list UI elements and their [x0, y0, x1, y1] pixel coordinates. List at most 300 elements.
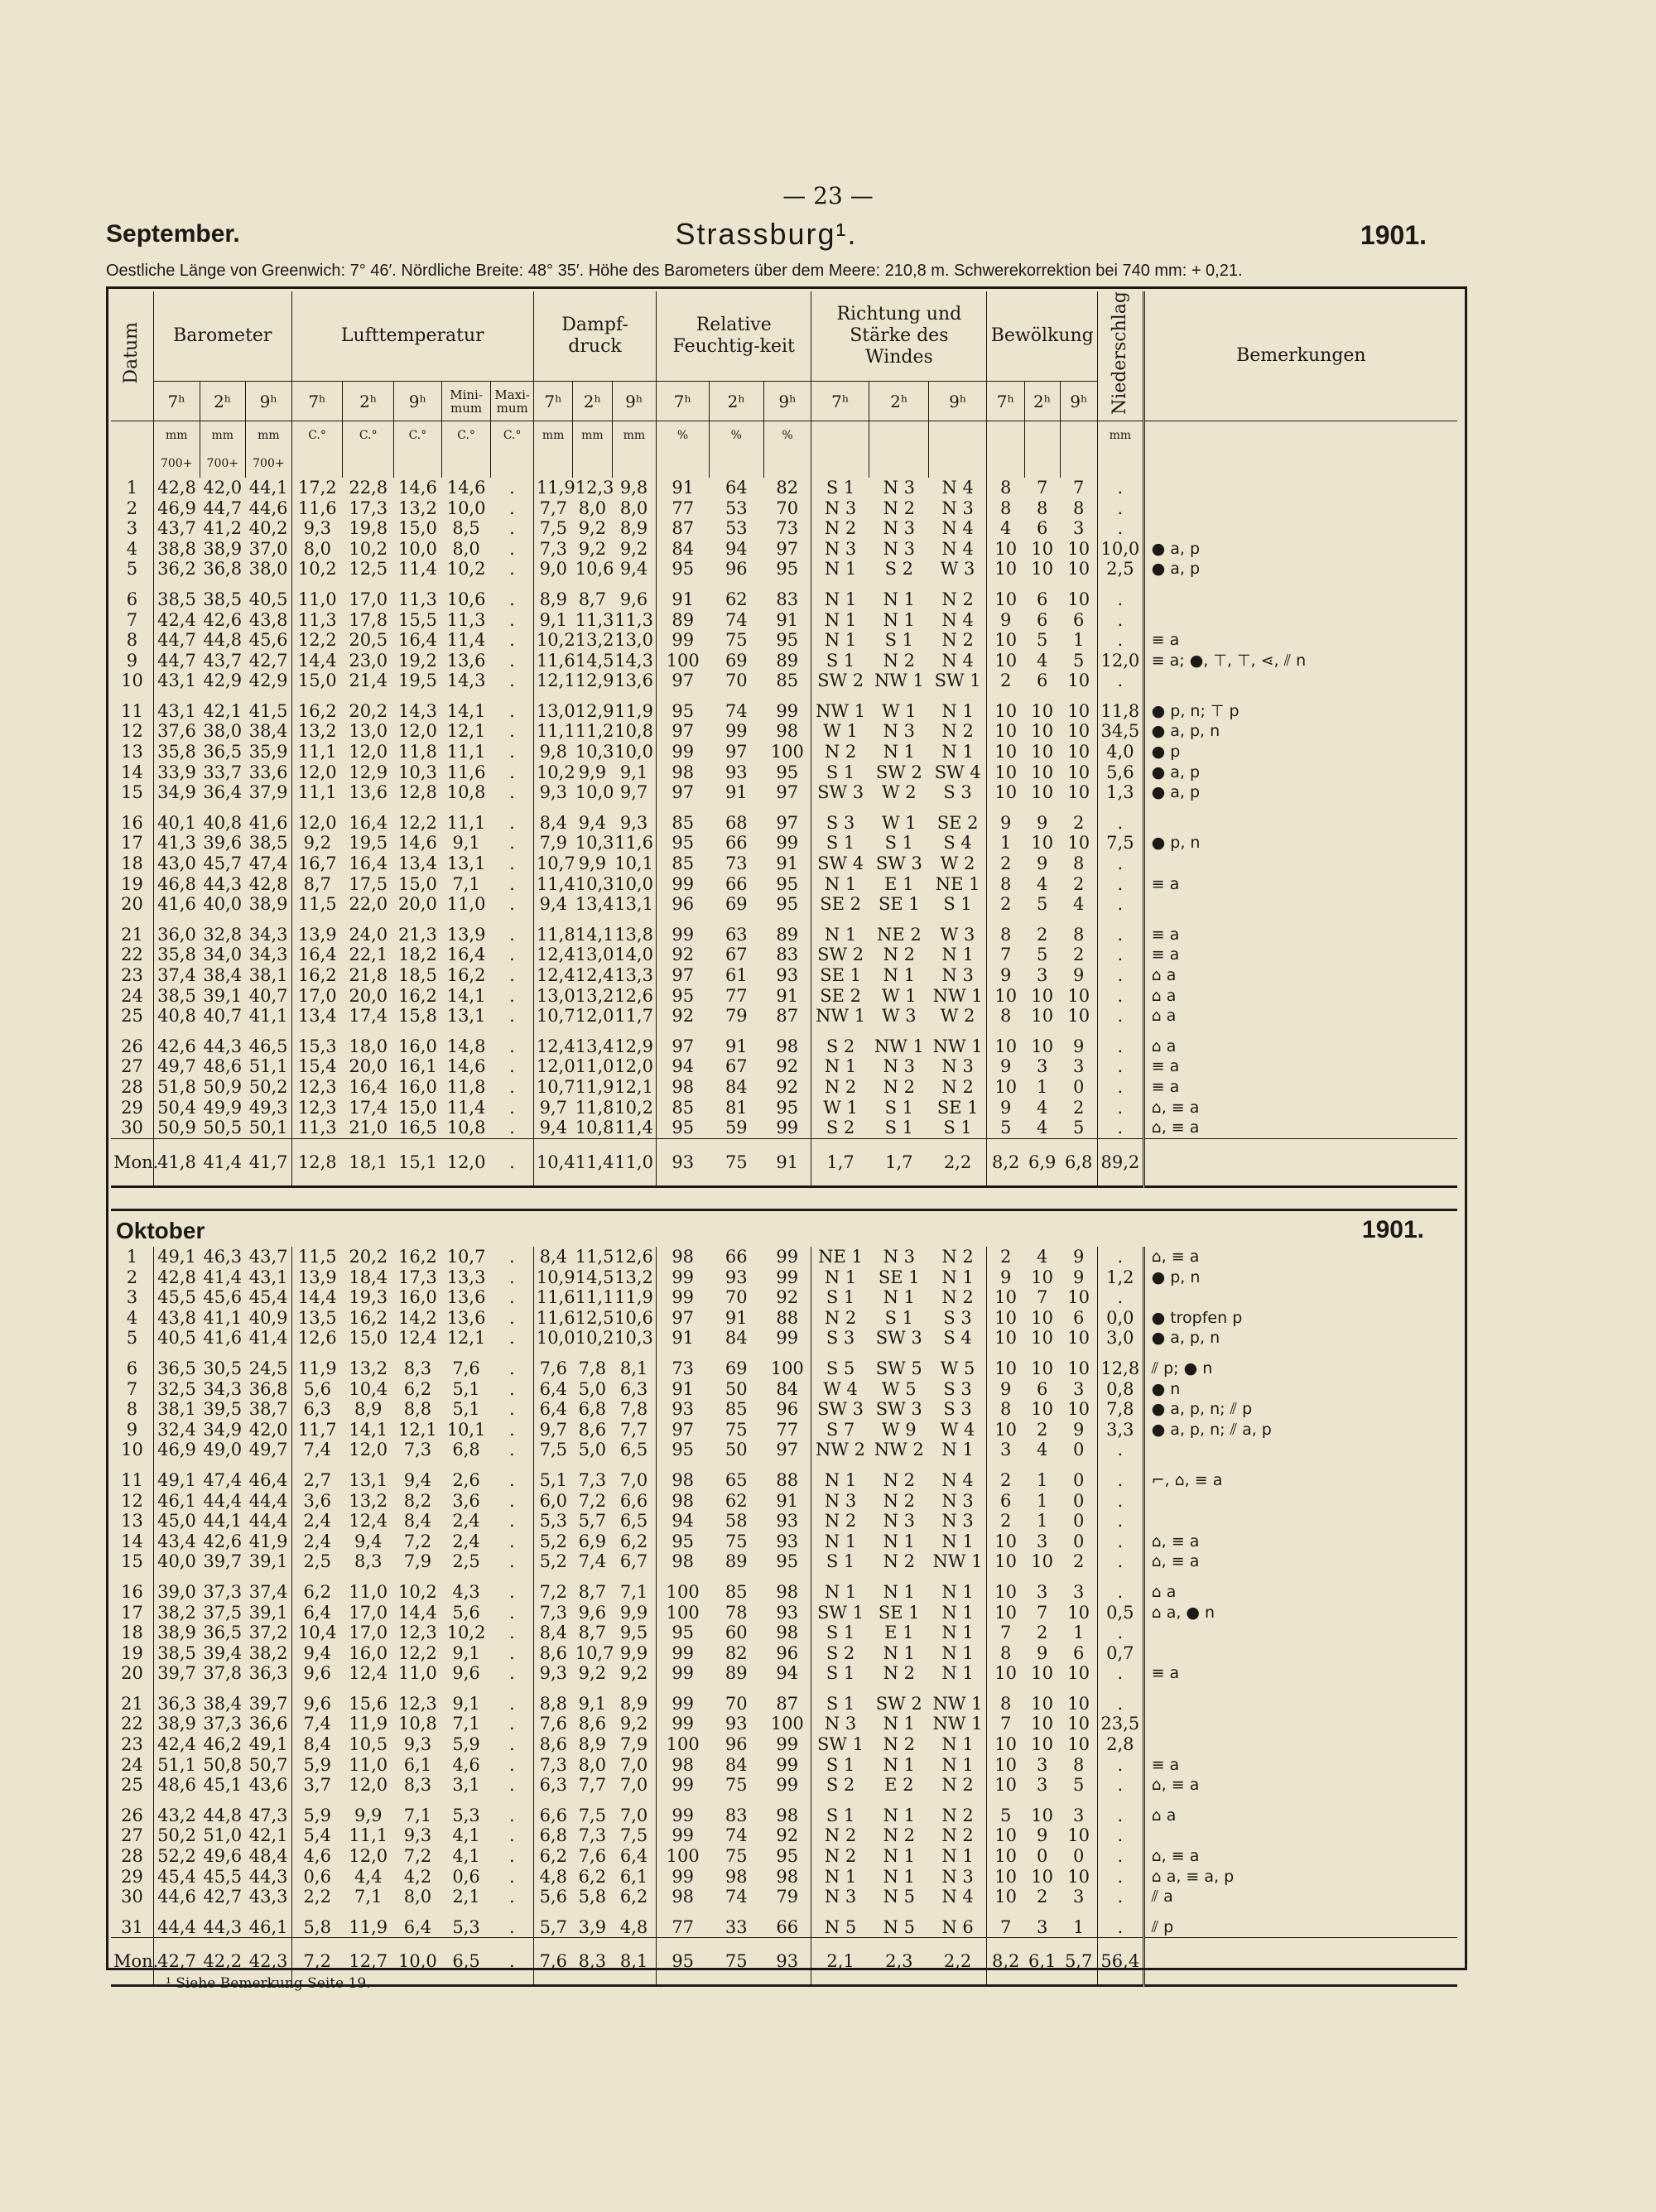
table-cell: 30 — [121, 1118, 143, 1138]
table-cell: 10 — [1031, 1714, 1054, 1734]
table-cell: 0,8 — [1098, 1379, 1144, 1400]
table-cell: 96 — [776, 1642, 799, 1663]
table-cell: . — [1098, 1907, 1144, 1938]
table-row — [111, 498, 1457, 519]
remark-cell — [1143, 1643, 1457, 1664]
table-cell: 100 — [770, 1358, 804, 1378]
table-cell: 97 — [776, 782, 799, 803]
table-cell: 10 — [1067, 985, 1090, 1006]
table-cell: 10 — [987, 1887, 1024, 1907]
sub-h7: 7ʰ — [291, 382, 343, 421]
table-cell: 10,0 — [446, 498, 486, 518]
table-cell: W 2 — [940, 854, 975, 874]
table-cell: 47,3 — [248, 1805, 288, 1825]
table-row — [111, 1887, 1457, 1907]
table-cell: 8,0 — [403, 1887, 432, 1907]
table-cell: W 3 — [940, 559, 975, 579]
table-cell: 8,7 — [291, 874, 343, 895]
table-cell: 9,9 — [578, 762, 607, 782]
table-row — [111, 1643, 1457, 1664]
table-cell: 99 — [657, 1775, 710, 1796]
table-cell: 10 — [1067, 1693, 1090, 1714]
table-cell: 5 — [1037, 630, 1048, 651]
table-cell: 97 — [657, 721, 710, 742]
table-cell: 3,1 — [452, 1775, 480, 1796]
table-cell: N 2 — [941, 1805, 974, 1825]
table-row — [111, 1460, 1457, 1491]
table-cell: . — [1098, 854, 1144, 874]
table-cell: 16,2 — [291, 965, 343, 986]
table-cell: 23,5 — [1098, 1714, 1144, 1734]
table-cell: 4,3 — [452, 1581, 480, 1602]
table-cell: 5,1 — [452, 1378, 480, 1399]
table-cell: N 1 — [883, 1866, 915, 1887]
table-cell: 4 — [1036, 1247, 1048, 1267]
table-cell: 22,8 — [349, 477, 388, 498]
table-cell: 10 — [1067, 742, 1090, 762]
remark-cell: ≡ a — [1143, 874, 1457, 895]
mean-cell: 89,2 — [1098, 1138, 1144, 1186]
table-cell: 5,8 — [291, 1907, 343, 1938]
table-cell: N 3 — [883, 1247, 915, 1267]
table-cell: . — [509, 1663, 515, 1684]
table-cell: N 1 — [883, 1642, 915, 1663]
table-cell: N 1 — [941, 1846, 974, 1867]
table-cell: 0 — [1072, 1846, 1085, 1867]
table-cell: 11,4 — [446, 630, 486, 651]
table-cell: 78 — [724, 1602, 748, 1623]
table-cell: 14 — [121, 762, 143, 782]
table-cell: 5 — [126, 1328, 138, 1349]
table-cell: 7,1 — [619, 1581, 648, 1602]
table-cell: 7,8 — [1098, 1399, 1144, 1420]
table-cell: 10 — [1031, 762, 1054, 782]
table-cell: 12 — [121, 1490, 143, 1511]
table-cell: 10,3 — [614, 1328, 653, 1349]
mean-cell: 93 — [763, 1938, 811, 1986]
table-row — [111, 579, 1457, 610]
table-cell: 12 — [121, 721, 143, 742]
table-cell: NW 1 — [874, 671, 924, 691]
mean-cell: 6,5 — [441, 1938, 491, 1986]
table-cell: 69 — [724, 894, 748, 915]
table-cell: 9,6 — [619, 589, 648, 609]
table-cell: 94 — [776, 1663, 799, 1684]
table-cell: 7,7 — [619, 1419, 648, 1440]
table-cell: 6,8 — [452, 1440, 480, 1460]
table-cell: S 4 — [943, 833, 972, 854]
table-cell: 49,7 — [248, 1440, 288, 1460]
table-cell: 16,2 — [291, 691, 343, 722]
table-row — [111, 1796, 1457, 1826]
table-cell: 14,3 — [614, 650, 653, 671]
table-cell: . — [509, 1469, 515, 1490]
table-cell: 13,6 — [614, 671, 653, 691]
table-cell: 6 — [1072, 1307, 1085, 1328]
table-cell: 10 — [1067, 1328, 1090, 1349]
table-cell: N 4 — [941, 477, 974, 498]
table-cell: 10 — [1031, 1866, 1054, 1887]
table-cell: 99 — [776, 1328, 799, 1349]
table-cell: 43,1 — [153, 691, 200, 722]
table-cell: 8 — [1072, 1754, 1085, 1775]
table-cell: 24,0 — [349, 924, 388, 945]
table-cell: 40,5 — [153, 1328, 200, 1349]
table-cell: 12,1 — [446, 1328, 486, 1349]
table-cell: N 3 — [811, 1491, 869, 1512]
table-cell: 5 — [1073, 650, 1085, 671]
table-cell: 10,1 — [614, 854, 653, 874]
table-cell: 99 — [657, 1287, 710, 1308]
table-cell: 9,6 — [452, 1663, 480, 1684]
table-cell: SW 2 — [875, 1693, 922, 1714]
table-cell: 14,5 — [575, 1267, 614, 1287]
table-cell: 89 — [776, 650, 799, 671]
table-cell: . — [509, 721, 515, 742]
table-cell: 6,4 — [533, 1379, 572, 1400]
table-row — [111, 1349, 1457, 1379]
table-cell: 3 — [126, 1287, 138, 1308]
table-cell: 42,9 — [203, 671, 243, 691]
table-cell: 11,5 — [575, 1247, 614, 1267]
remark-cell — [1143, 1511, 1457, 1532]
table-cell: N 2 — [883, 1490, 915, 1511]
table-cell: N 4 — [941, 518, 974, 539]
table-cell: SW 3 — [875, 1328, 922, 1349]
table-cell: 2 — [1037, 924, 1048, 945]
table-cell: 14,6 — [398, 477, 437, 498]
table-cell: . — [1098, 1887, 1144, 1907]
table-cell: 5,8 — [578, 1887, 607, 1907]
table-cell: 7,8 — [619, 1399, 648, 1420]
table-cell: 3,0 — [1098, 1328, 1144, 1349]
table-cell: 7,3 — [533, 539, 572, 560]
col-niederschlag: Niederschlag — [1098, 291, 1144, 421]
table-cell: 95 — [657, 691, 710, 722]
table-cell: 96 — [776, 1399, 799, 1420]
table-cell: 16,4 — [349, 854, 388, 874]
table-row — [111, 1755, 1457, 1776]
table-cell: 0,6 — [291, 1867, 343, 1887]
table-cell: . — [509, 1887, 515, 1907]
table-cell: 93 — [776, 1511, 799, 1532]
remark-cell — [1143, 498, 1457, 519]
table-cell: 38,4 — [203, 1693, 243, 1714]
table-cell: 73 — [724, 854, 748, 874]
table-cell: . — [1098, 518, 1144, 539]
table-cell: S 1 — [811, 762, 869, 783]
table-cell: 36,8 — [248, 1378, 288, 1399]
table-cell: 11,1 — [349, 1825, 388, 1846]
table-cell: 40,1 — [153, 803, 200, 834]
table-cell: 7,3 — [578, 1825, 607, 1846]
table-cell: 93 — [776, 1531, 799, 1551]
table-cell: N 4 — [941, 1469, 974, 1490]
table-cell: 32,8 — [203, 924, 243, 945]
table-cell: 12,4 — [349, 1511, 388, 1532]
table-cell: 13,9 — [446, 924, 486, 945]
remark-cell: ⌂ a — [1143, 986, 1457, 1007]
table-cell: 12,0 — [533, 1056, 572, 1077]
table-row — [111, 894, 1457, 915]
table-cell: 17,5 — [349, 873, 388, 894]
table-row — [111, 1440, 1457, 1460]
table-cell: 16,2 — [446, 965, 486, 986]
table-cell: 42,0 — [203, 477, 243, 498]
table-cell: SW 3 — [811, 782, 869, 803]
table-cell: 17,3 — [349, 498, 388, 518]
table-cell: 67 — [724, 945, 748, 965]
table-cell: 4 — [126, 1307, 138, 1328]
table-cell: 39,7 — [248, 1693, 288, 1714]
table-cell: 11,0 — [291, 579, 343, 610]
table-cell: 12,6 — [614, 1247, 653, 1267]
table-cell: S 1 — [884, 1118, 914, 1138]
table-cell: N 1 — [941, 1663, 974, 1684]
table-cell: . — [1098, 630, 1144, 651]
table-cell: . — [509, 671, 515, 691]
table-cell: 17 — [121, 833, 143, 854]
table-cell: 14,3 — [446, 671, 486, 691]
table-cell: . — [1098, 874, 1144, 895]
table-cell: 17,0 — [349, 1623, 388, 1643]
table-cell: 9,2 — [291, 833, 343, 854]
table-cell: . — [1098, 1287, 1144, 1308]
table-cell: 24 — [121, 985, 143, 1006]
table-cell: 49,1 — [153, 1460, 200, 1491]
table-cell: NW 1 — [932, 1551, 983, 1572]
table-cell: N 3 — [811, 498, 869, 519]
table-cell: . — [509, 1642, 515, 1663]
table-cell: 7,5 — [578, 1805, 607, 1825]
table-cell: . — [509, 1734, 515, 1755]
table-cell: N 2 — [941, 630, 974, 651]
mean-cell: 42,2 — [200, 1938, 246, 1986]
table-cell: 46,3 — [203, 1247, 243, 1267]
table-cell: N 1 — [883, 1714, 915, 1734]
table-cell: . — [509, 1916, 515, 1937]
table-cell: S 1 — [811, 1684, 869, 1714]
table-cell: 3,3 — [1098, 1420, 1144, 1440]
table-cell: 99 — [657, 1663, 710, 1684]
table-cell: . — [1098, 1663, 1144, 1684]
table-cell: 44,3 — [203, 1036, 243, 1056]
table-cell: 1 — [1036, 1490, 1048, 1511]
table-cell: N 1 — [883, 1805, 915, 1825]
table-cell: 50,9 — [203, 1076, 243, 1097]
table-cell: 49,0 — [203, 1440, 243, 1460]
table-cell: N 3 — [811, 1887, 869, 1907]
table-cell: 9,3 — [291, 518, 343, 539]
table-cell: . — [1098, 1056, 1144, 1077]
table-cell: 16,2 — [349, 1307, 388, 1328]
table-cell: 3 — [1037, 965, 1048, 986]
table-row — [111, 1532, 1457, 1552]
table-cell: 10 — [987, 1308, 1024, 1329]
table-cell: 17,0 — [349, 1602, 388, 1623]
table-cell: 18 — [121, 1623, 143, 1643]
table-cell: 37,5 — [203, 1602, 243, 1623]
table-cell: 14,6 — [446, 1056, 486, 1077]
mean-cell: 7,2 — [291, 1938, 343, 1986]
table-cell: 9,4 — [291, 1643, 343, 1664]
table-cell: W 9 — [881, 1419, 917, 1440]
table-cell: 39,1 — [248, 1551, 288, 1572]
table-cell: NE 2 — [876, 924, 922, 945]
table-cell: 17,0 — [291, 986, 343, 1007]
table-cell: 89 — [776, 924, 799, 945]
mean-cell: 12,0 — [441, 1138, 491, 1186]
table-cell: 10,0 — [533, 1328, 572, 1349]
table-cell: 9,4 — [354, 1531, 383, 1551]
table-cell: W 1 — [882, 985, 917, 1006]
table-cell: 10 — [1067, 1866, 1090, 1887]
table-cell: 19 — [121, 1642, 143, 1663]
table-cell: N 2 — [883, 1663, 915, 1684]
table-cell: . — [509, 985, 515, 1006]
table-cell: 4,4 — [354, 1866, 383, 1887]
table-cell: 10 — [987, 782, 1024, 803]
table-row — [111, 965, 1457, 986]
table-cell: 17,4 — [349, 1097, 388, 1118]
table-cell: . — [1098, 1825, 1144, 1846]
table-cell: 7,1 — [452, 1714, 480, 1734]
table-row — [111, 1308, 1457, 1329]
table-cell: N 1 — [941, 1623, 974, 1643]
table-cell: 99 — [776, 1267, 799, 1287]
table-cell: 10,2 — [398, 1581, 437, 1602]
table-cell: S 1 — [811, 1287, 869, 1308]
table-cell: 10 — [987, 1846, 1024, 1867]
table-cell: 10 — [987, 1077, 1024, 1098]
table-cell: 99 — [657, 1714, 710, 1734]
table-cell: 12,4 — [398, 1328, 437, 1349]
table-cell: 44,7 — [153, 630, 200, 651]
table-cell: 7,1 — [403, 1805, 432, 1825]
table-cell: 23,0 — [349, 650, 388, 671]
table-cell: . — [509, 1754, 515, 1775]
table-cell: . — [509, 1825, 515, 1846]
table-cell: 9,4 — [619, 559, 648, 579]
table-cell: 8 — [987, 1684, 1024, 1714]
table-cell: 16,0 — [398, 1076, 437, 1097]
table-cell: 7,2 — [578, 1490, 607, 1511]
table-cell: 13,4 — [575, 894, 614, 915]
table-cell: 10,8 — [398, 1714, 437, 1734]
table-cell: 13,1 — [614, 894, 653, 915]
table-cell: . — [509, 559, 515, 579]
table-cell: . — [1098, 1532, 1144, 1552]
table-cell: 21,3 — [398, 924, 437, 945]
table-cell: 0 — [1072, 1511, 1085, 1532]
table-cell: 10,6 — [446, 589, 486, 609]
table-cell: 79 — [724, 1006, 748, 1027]
table-cell: 4 — [1037, 1097, 1048, 1118]
table-cell: . — [509, 538, 515, 559]
table-cell: 11,6 — [533, 1287, 572, 1308]
table-cell: 97 — [724, 742, 748, 762]
table-cell: 7 — [987, 1907, 1024, 1938]
table-cell: 6 — [1037, 609, 1048, 630]
mean-cell: 8,3 — [573, 1938, 612, 1986]
table-cell: 91 — [724, 1307, 748, 1328]
table-cell: 9,4 — [578, 812, 607, 833]
table-cell: W 2 — [940, 1006, 975, 1027]
table-cell: 38,9 — [153, 1714, 200, 1734]
table-cell: 77 — [657, 1907, 710, 1938]
table-cell: 9,4 — [533, 894, 572, 915]
table-cell: 2 — [987, 1511, 1024, 1532]
oktober-year: 1901. — [1361, 1216, 1424, 1243]
table-cell: 99 — [657, 742, 710, 762]
table-cell: 98 — [776, 1866, 799, 1887]
table-cell: 43,1 — [153, 671, 200, 691]
table-cell: 9 — [987, 1267, 1024, 1288]
table-cell: . — [509, 1307, 515, 1328]
table-cell: 4,1 — [452, 1846, 480, 1867]
table-cell: 1 — [1073, 630, 1085, 651]
table-cell: 11,6 — [614, 833, 653, 854]
table-cell: 11,0 — [349, 1754, 388, 1775]
table-cell: 0 — [1072, 1469, 1085, 1490]
table-cell: 10,8 — [614, 721, 653, 742]
table-cell: 73 — [657, 1349, 710, 1379]
table-cell: 43,2 — [153, 1796, 200, 1826]
table-cell: 100 — [770, 1714, 804, 1734]
table-cell: 11,5 — [291, 1247, 343, 1267]
table-cell: 4,8 — [619, 1916, 648, 1937]
table-cell: 99 — [776, 1247, 799, 1267]
table-cell: SW 5 — [875, 1358, 922, 1378]
mean-cell: 8,2 — [987, 1138, 1024, 1186]
table-cell: 2 — [1073, 873, 1085, 894]
table-cell: . — [1098, 1491, 1144, 1512]
table-cell: 8,3 — [354, 1551, 383, 1572]
table-cell: 38,9 — [248, 894, 288, 915]
unit-mm: mm — [246, 421, 292, 450]
table-cell: 7,5 — [619, 1825, 648, 1846]
table-cell: 38,1 — [248, 965, 288, 986]
table-cell: 6,4 — [403, 1916, 432, 1937]
table-cell: 8,2 — [403, 1490, 432, 1511]
table-cell: 6 — [126, 1358, 138, 1378]
table-cell: 99 — [776, 1754, 799, 1775]
table-cell: 39,5 — [203, 1399, 243, 1420]
remark-cell: ⌂, ≡ a — [1143, 1532, 1457, 1552]
table-cell: N 5 — [811, 1907, 869, 1938]
table-cell: 12,9 — [349, 762, 388, 782]
table-cell: 49,3 — [248, 1097, 288, 1118]
table-cell: 7,9 — [533, 833, 572, 854]
table-cell: S 5 — [811, 1349, 869, 1379]
table-cell: 21,4 — [349, 671, 388, 691]
table-cell: 93 — [724, 762, 748, 782]
table-cell: 7,1 — [354, 1887, 383, 1907]
table-cell: 6,4 — [291, 1603, 343, 1623]
table-cell: 9,4 — [533, 1118, 572, 1138]
table-cell: 93 — [657, 1399, 710, 1420]
table-cell: 2 — [1036, 1419, 1048, 1440]
table-cell: 13 — [121, 1511, 143, 1532]
table-cell: 8,5 — [452, 518, 480, 539]
table-cell: E 2 — [884, 1775, 914, 1796]
table-cell: 16,5 — [398, 1118, 437, 1138]
table-cell: 41,4 — [203, 1267, 243, 1287]
table-cell: 10,3 — [575, 873, 614, 894]
table-cell: 21 — [121, 1693, 143, 1714]
table-cell: 10,3 — [398, 762, 437, 782]
table-cell: . — [1098, 1006, 1144, 1027]
